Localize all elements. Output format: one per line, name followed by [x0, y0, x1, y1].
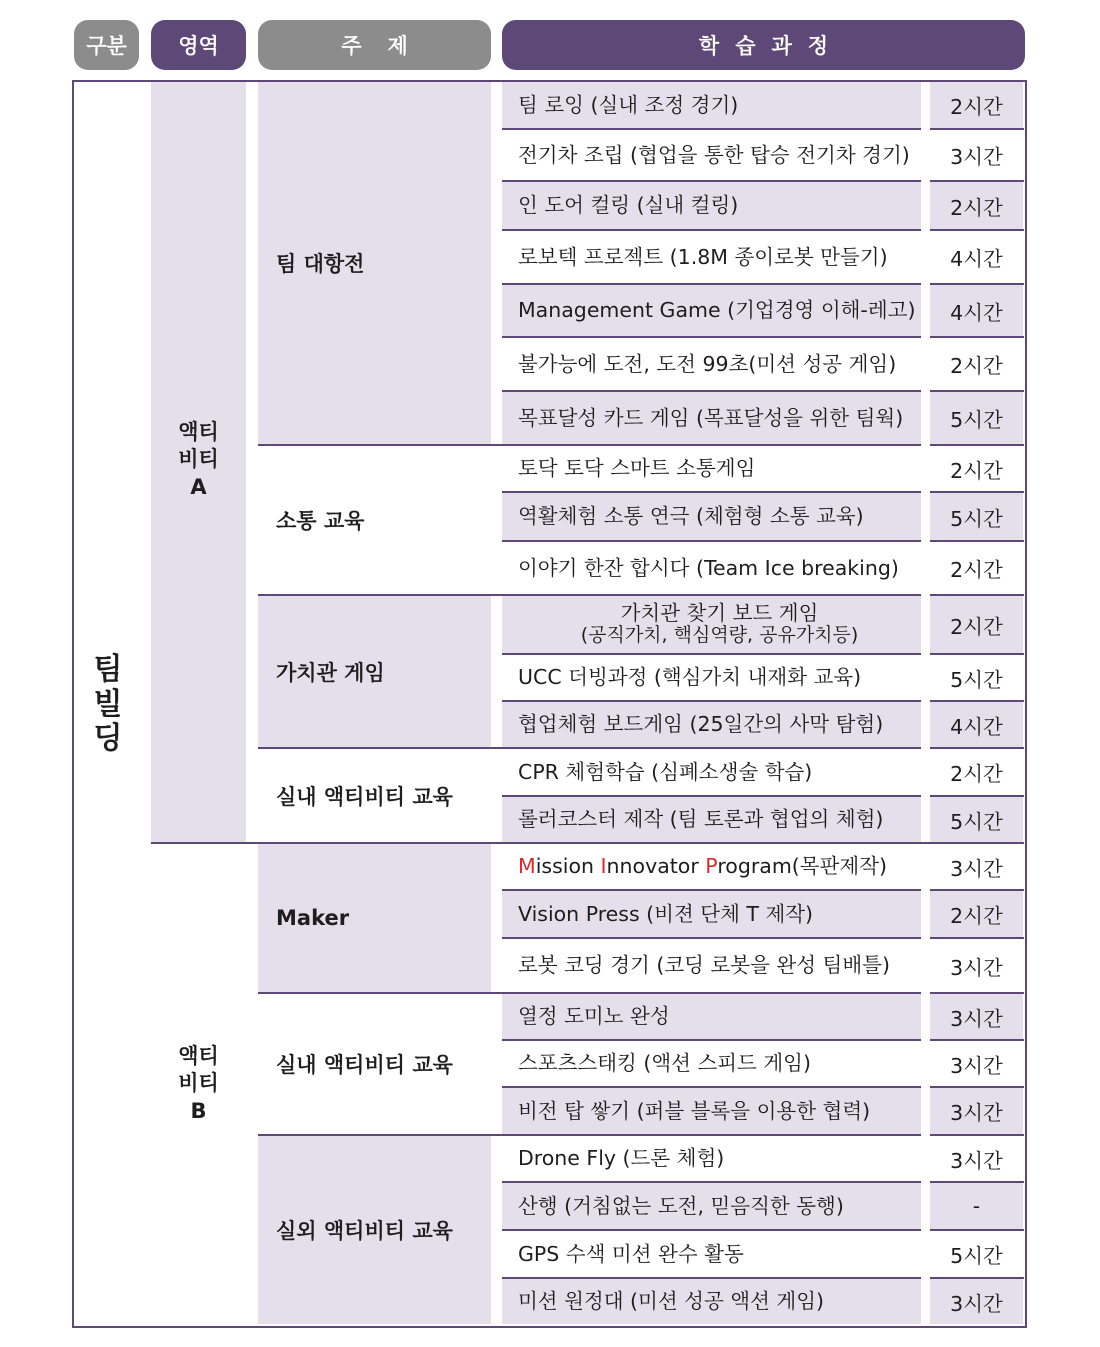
topic-cell	[258, 82, 491, 444]
course-cell	[502, 446, 921, 491]
initial-p: P	[705, 854, 718, 879]
hours-cell: 2시간	[930, 891, 1023, 937]
course-cell	[502, 542, 921, 594]
area-a-line-2: 비티	[178, 447, 219, 472]
course-text: 로봇 코딩 경기 (코딩 로봇을 완성 팀배틀)	[518, 953, 890, 978]
course-cell	[502, 1183, 921, 1229]
course-text: GPS 수색 미션 완수 활동	[518, 1241, 744, 1266]
area-b-label	[151, 1024, 246, 1144]
course-text-part: ission	[535, 854, 601, 879]
header-topic: 주제	[258, 20, 491, 70]
course-text: 이야기 한잔 합시다 (Team Ice breaking)	[518, 555, 899, 580]
topic-cell	[258, 749, 491, 842]
area-a-label	[151, 400, 246, 520]
course-text: 목표달성 카드 게임 (목표달성을 위한 팀웍)	[518, 405, 904, 430]
course-cell	[502, 596, 921, 653]
course-text: 비전 탑 쌓기 (퍼블 블록을 이용한 협력)	[518, 1098, 871, 1123]
header-course: 학습과정	[502, 20, 1025, 70]
course-text: Drone Fly (드론 체험)	[518, 1146, 725, 1171]
course-text: CPR 체험학습 (심폐소생술 학습)	[518, 759, 813, 784]
topic-label: 실내 액티비티 교육	[276, 784, 453, 809]
course-cell	[502, 797, 921, 842]
course-text: 팀 로잉 (실내 조정 경기)	[518, 92, 739, 117]
area-b-line-3: B	[190, 1098, 207, 1123]
area-b-line-2: 비티	[178, 1071, 219, 1096]
topic-label: 실내 액티비티 교육	[276, 1053, 453, 1077]
hours-cell: 3시간	[930, 1136, 1023, 1181]
course-cell	[502, 231, 921, 283]
hours-cell: 2시간	[930, 596, 1023, 653]
course-cell	[502, 338, 921, 390]
topic-cell	[258, 844, 491, 992]
course-cell	[502, 182, 921, 229]
course-text: 토닥 토닥 스마트 소통게임	[518, 456, 756, 481]
course-text: 인 도어 컬링 (실내 컬링)	[518, 193, 739, 218]
course-cell	[502, 749, 921, 795]
course-cell	[502, 1231, 921, 1277]
course-text: UCC 더빙과정 (핵심가치 내재화 교육)	[518, 665, 862, 690]
area-a-line-1: 액티	[178, 420, 219, 445]
hours-cell: 5시간	[930, 1231, 1023, 1277]
hours-cell: 4시간	[930, 702, 1023, 747]
header-gubun: 구분	[74, 20, 139, 70]
topic-cell	[258, 1136, 491, 1324]
topic-label: Maker	[276, 906, 350, 930]
hours-cell: 3시간	[930, 994, 1023, 1039]
course-cell	[502, 1279, 921, 1324]
initial-i: I	[600, 854, 607, 879]
hours-cell: 2시간	[930, 446, 1023, 491]
hours-cell: -	[930, 1183, 1023, 1229]
hours-cell: 2시간	[930, 338, 1023, 390]
course-text: Vision Press (비젼 단체 T 제작)	[518, 901, 814, 926]
hours-cell: 3시간	[930, 1041, 1023, 1086]
course-text: 전기차 조립 (협업을 통한 탑승 전기차 경기)	[518, 142, 910, 167]
hours-cell: 3시간	[930, 130, 1023, 180]
course-text: 스포츠스태킹 (액션 스피드 게임)	[518, 1051, 811, 1076]
topic-cell	[258, 446, 491, 594]
course-text-part: nnovator	[606, 854, 706, 879]
topic-label: 팀 대항전	[276, 252, 365, 276]
hours-cell: 5시간	[930, 797, 1023, 842]
hours-cell: 3시간	[930, 939, 1023, 992]
course-cell	[502, 82, 921, 128]
course-cell	[502, 891, 921, 937]
category-label: 팀빌딩	[93, 652, 123, 757]
course-cell	[502, 702, 921, 747]
course-text: 역활체험 소통 연극 (체험형 소통 교육)	[518, 504, 864, 529]
topic-label: 소통 교육	[276, 509, 365, 533]
hours-cell: 5시간	[930, 493, 1023, 540]
hours-cell: 2시간	[930, 182, 1023, 229]
hours-cell: 2시간	[930, 82, 1023, 128]
topic-cell	[258, 994, 491, 1134]
course-cell	[502, 844, 921, 889]
area-a-line-3: A	[190, 474, 207, 499]
course-cell	[502, 939, 921, 992]
course-cell	[502, 392, 921, 444]
course-cell	[502, 493, 921, 540]
topic-label: 실외 액티비티 교육	[276, 1219, 453, 1243]
hours-cell: 4시간	[930, 285, 1023, 336]
area-b-line-1: 액티	[178, 1044, 219, 1069]
course-text: 산행 (거침없는 도전, 믿음직한 동행)	[518, 1193, 844, 1218]
course-text: 열정 도미노 완성	[518, 1004, 670, 1029]
course-text: 가치관 찾기 보드 게임	[620, 600, 819, 625]
course-text: 로보텍 프로젝트 (1.8M 종이로봇 만들기)	[518, 244, 888, 269]
hours-cell: 5시간	[930, 655, 1023, 700]
hours-cell: 3시간	[930, 1088, 1023, 1134]
initial-m: M	[518, 854, 536, 879]
topic-label: 가치관 게임	[276, 660, 385, 685]
course-cell	[502, 1088, 921, 1134]
course-text: 롤러코스터 제작 (팀 토론과 협업의 체험)	[518, 807, 884, 832]
hours-cell: 5시간	[930, 392, 1023, 444]
course-text-part: rogram(목판제작)	[717, 854, 888, 879]
course-cell	[502, 130, 921, 180]
hours-cell: 2시간	[930, 749, 1023, 795]
course-cell	[502, 994, 921, 1039]
course-text: 협업체험 보드게임 (25일간의 사막 탐험)	[518, 712, 884, 737]
course-cell	[502, 285, 921, 336]
course-text: 불가능에 도전, 도전 99초(미션 성공 게임)	[518, 351, 897, 376]
hours-cell: 4시간	[930, 231, 1023, 283]
hours-cell: 2시간	[930, 542, 1023, 594]
hours-cell: 3시간	[930, 1279, 1023, 1324]
hours-cell: 3시간	[930, 844, 1023, 889]
course-text: Management Game (기업경영 이해-레고)	[518, 298, 916, 323]
header-area: 영역	[151, 20, 246, 70]
course-cell	[502, 655, 921, 700]
course-text: 미션 원정대 (미션 성공 액션 게임)	[518, 1289, 825, 1314]
course-subtext: (공직가치, 핵심역량, 공유가치등)	[580, 624, 859, 647]
course-text	[518, 854, 887, 879]
course-cell	[502, 1041, 921, 1086]
course-cell	[502, 1136, 921, 1181]
topic-cell	[258, 596, 491, 747]
